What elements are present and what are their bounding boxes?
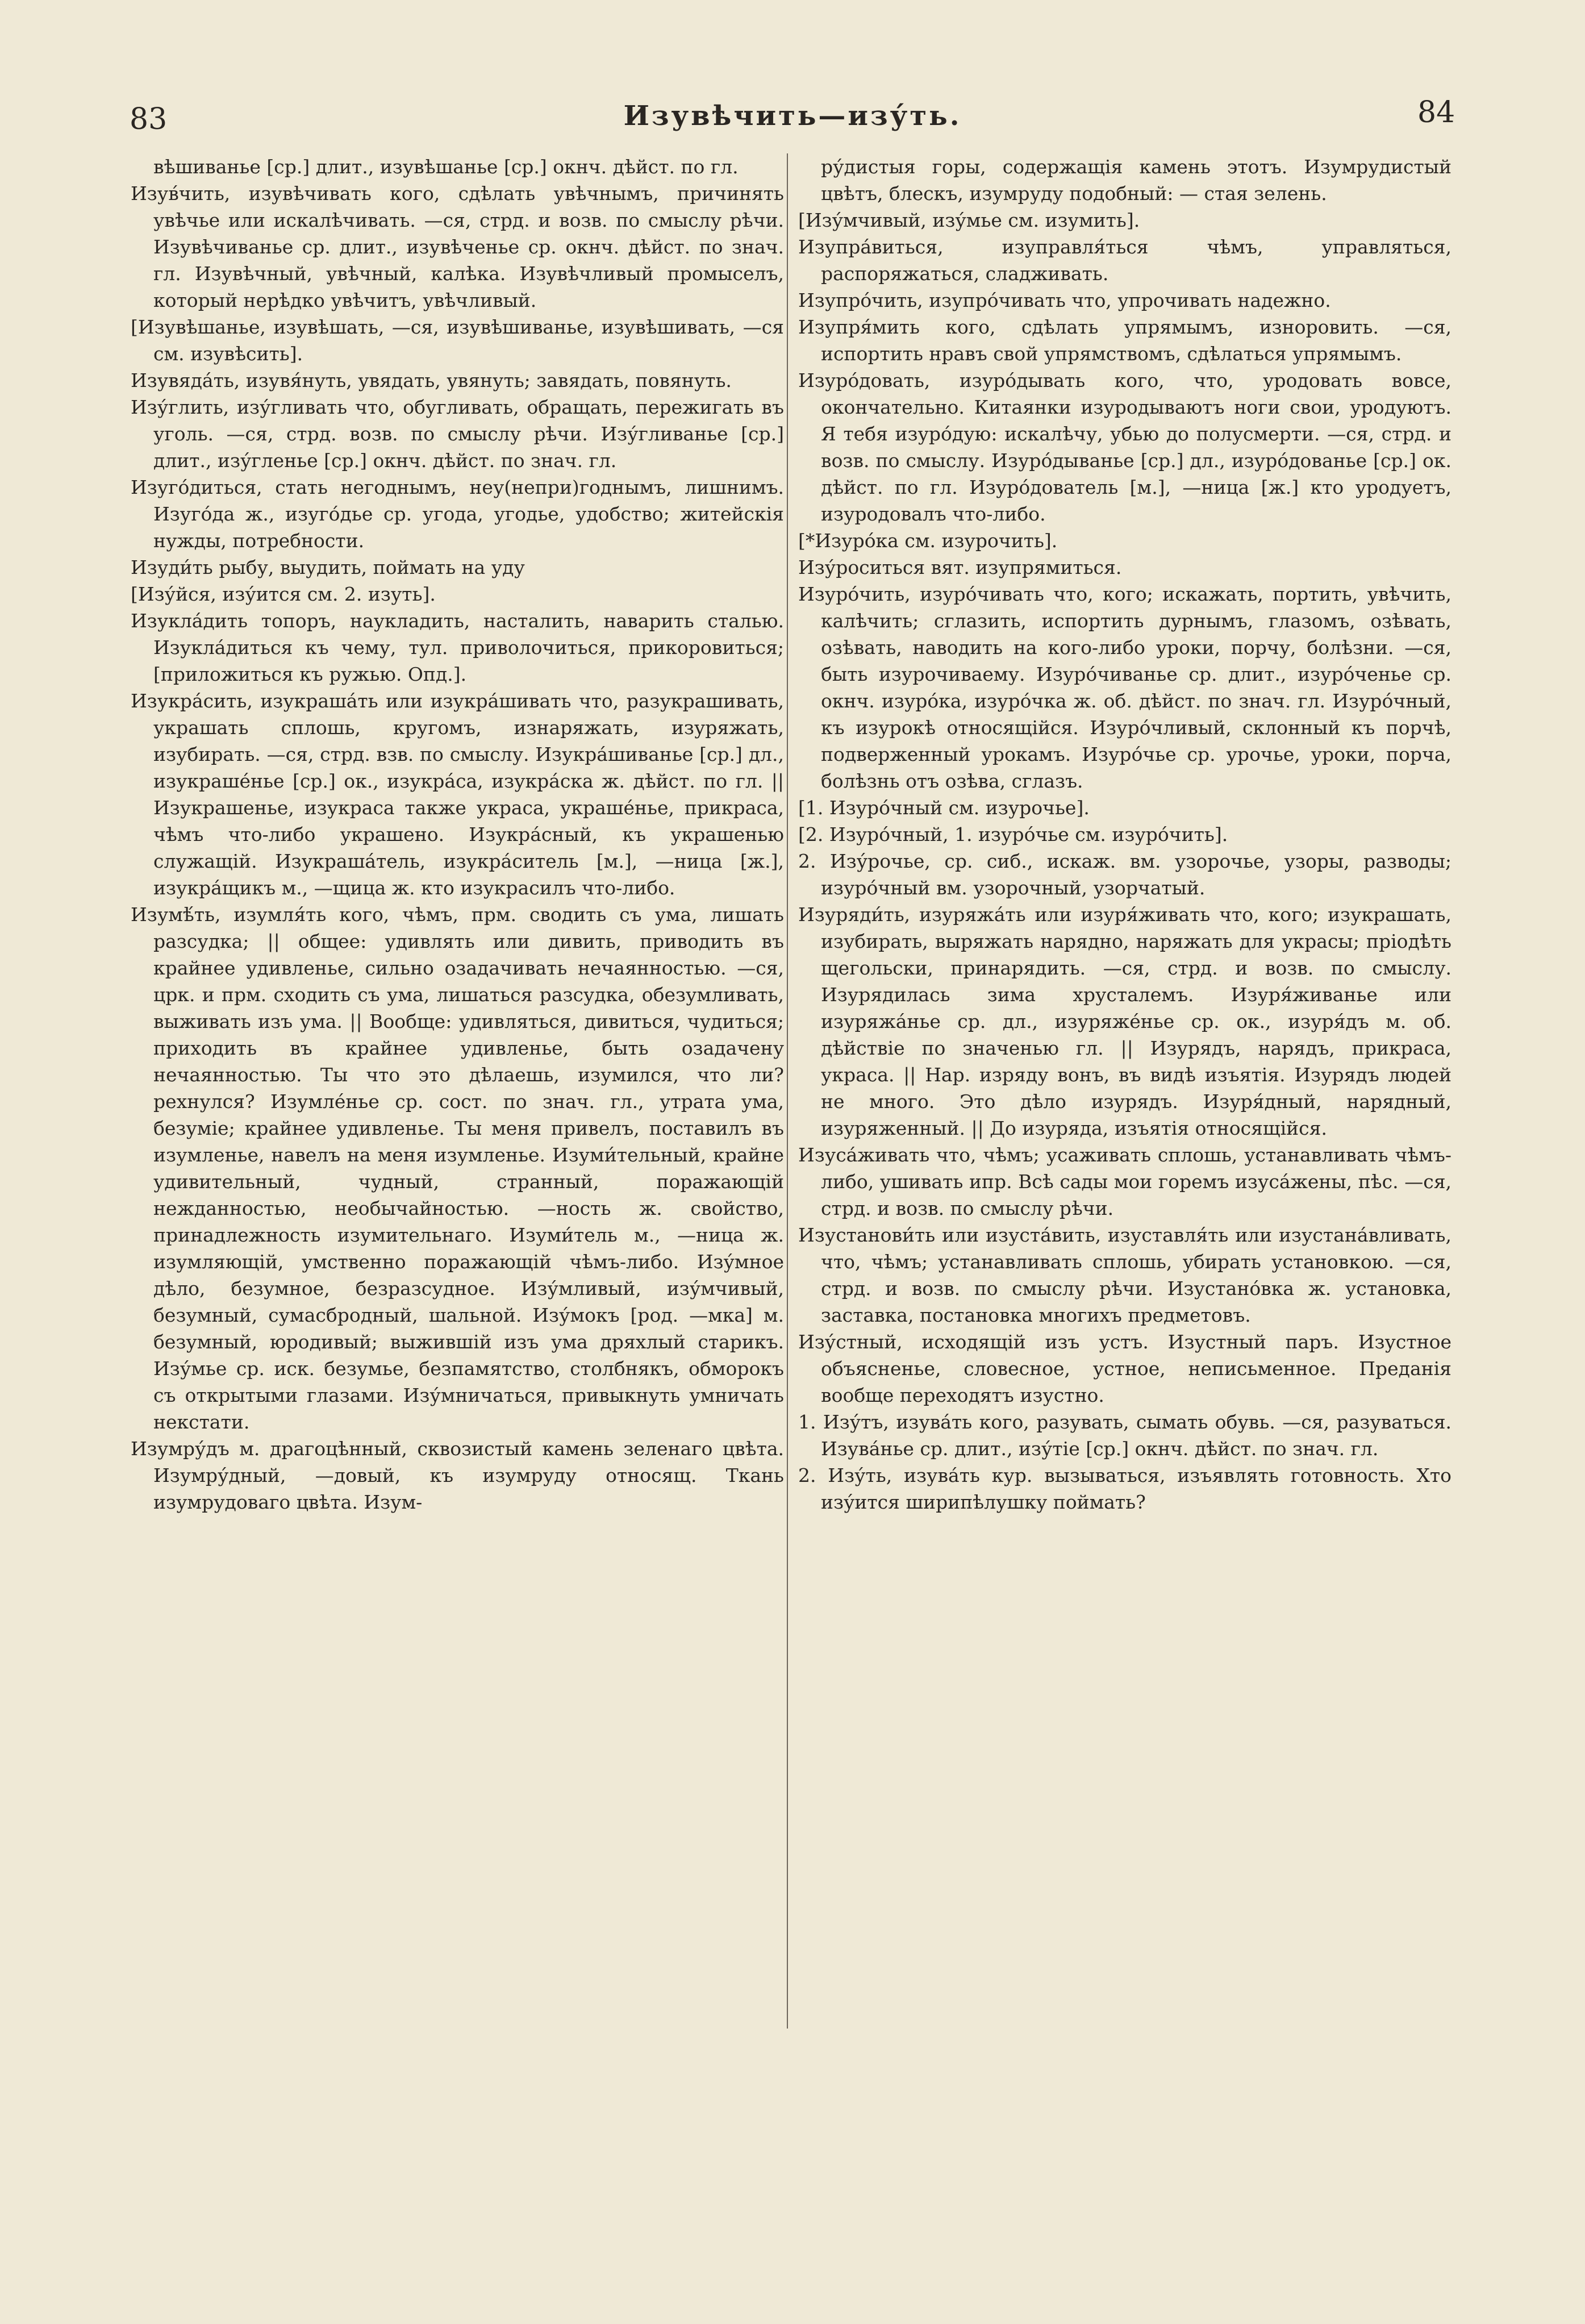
dictionary-entry: Изукла́дить топоръ, наукладить, насталить, наварить сталью. Изукла́диться къ чему, тул. приволочиться, прикоровиться; [приложиться къ ружью. Опд.]. (131, 610, 784, 685)
page-number-right: 84 (1417, 95, 1455, 130)
dictionary-entry: Изувяда́ть, изувя́нуть, увядать, увянуть; завядать, повянуть. (131, 369, 732, 392)
dictionary-entry: Изу́глить, изу́гливать что, обугливать, обращать, пережигать въ уголь. —ся, стрд. возв. по смыслу рѣчи. Изу́гливанье [ср.] длит., изу́гленье [ср.] окнч. дѣйст. по знач. гл. (131, 396, 784, 472)
dictionary-entry: [2. Изуро́чный, 1. изуро́чье см. изуро́чить]. (798, 823, 1228, 846)
dictionary-entry: [Изувѣшанье, изувѣшать, —ся, изувѣшиванье, изувѣшивать, —ся см. изувѣсить]. (131, 316, 784, 365)
dictionary-entry: [1. Изуро́чный см. изурочье]. (798, 797, 1090, 819)
page-header (0, 85, 1585, 136)
dictionary-entry: 2. Изу́рочье, ср. сиб., искаж. вм. узорочье, узоры, разводы; изуро́чный вм. узорочный, узорчатый. (798, 850, 1451, 899)
entry-continuation: вѣшиванье [ср.] длит., изувѣшанье [ср.] окнч. дѣйст. по гл. (153, 156, 739, 178)
dictionary-entry: Изув́чить, изувѣчивать кого, сдѣлать увѣчнымъ, причинять увѣчье или искалѣчивать. —ся, стрд. и возв. по смыслу рѣчи. Изувѣчиванье ср. длит., изувѣченье ср. окнч. дѣйст. по знач. гл. Изувѣчный, увѣчный, калѣка. Изувѣчливый промыселъ, который нерѣдко увѣчитъ, увѣчливый. (131, 182, 784, 311)
dictionary-entry: Изуди́ть рыбу, выудить, поймать на уду (131, 556, 525, 578)
column-divider (787, 153, 788, 2029)
page-number-left: 83 (130, 102, 168, 136)
dictionary-entry: Изу́роситься вят. изупрямиться. (798, 556, 1122, 578)
right-column (798, 153, 1451, 2256)
dictionary-entry: 2. Изу́ть, изува́ть кур. вызываться, изъявлять готовность. Хто изу́ится ширипѣлушку поймать? (798, 1464, 1451, 1513)
dictionary-entry: [Изу́мчивый, изу́мье см. изумить]. (798, 209, 1140, 231)
dictionary-entry: [*Изуро́ка см. изурочить]. (798, 530, 1058, 552)
left-column (131, 153, 784, 2256)
dictionary-entry: Изуро́довать, изуро́дывать кого, что, уродовать вовсе, окончательно. Китаянки изуродываютъ ноги свои, уродуютъ. Я тебя изуро́дую: искалѣчу, убью до полусмерти. —ся, стрд. и возв. по смыслу. Изуро́дыванье [ср.] дл., изуро́дованье [ср.] ок. дѣйст. по гл. Изуро́дователь [м.], —ница [ж.] кто уродуетъ, изуродовалъ что-либо. (798, 369, 1451, 525)
dictionary-entry: Изукра́сить, изукраша́ть или изукра́шивать что, разукрашивать, украшать сплошь, кругомъ, изнаряжать, изуряжать, изубирать. —ся, стрд. взв. по смыслу. Изукра́шиванье [ср.] дл., изукраше́нье [ср.] ок., изукра́са, изукра́ска ж. дѣйст. по гл. || Изукрашенье, изукраса также украса, украше́нье, прикраса, чѣмъ что-либо украшено. Изукра́сный, къ украшенью служащій. Изукраша́тель, изукра́ситель [м.], —ница [ж.], изукра́щикъ м., —щица ж. кто изукрасилъ что-либо. (131, 690, 784, 899)
dictionary-entry: Изуса́живать что, чѣмъ; усаживать сплошь, устанавливать чѣмъ-либо, ушивать ипр. Всѣ сады мои горемъ изуса́жены, пѣс. —ся, стрд. и возв. по смыслу рѣчи. (798, 1144, 1451, 1219)
dictionary-entry: 1. Изу́тъ, изува́ть кого, разувать, сымать обувь. —ся, разуваться. Изува́нье ср. длит., изу́тіе [ср.] окнч. дѣйст. по знач. гл. (798, 1411, 1451, 1460)
dictionary-entry: Изу́стный, исходящій изъ устъ. Изустный паръ. Изустное объясненье, словесное, устное, неписьменное. Преданія вообще переходятъ изустно. (798, 1331, 1451, 1406)
entry-continuation: ру́дистыя горы, содержащія камень этотъ. Изумрудистый цвѣтъ, блескъ, изумруду подобный: — стая зелень. (821, 156, 1451, 205)
dictionary-entry: Изуряди́ть, изуряжа́ть или изуря́живать что, кого; изукрашать, изубирать, выряжать нарядно, наряжать для украсы; пріодѣть щегольски, принарядить. —ся, стрд. и возв. по смыслу. Изурядилась зима хрусталемъ. Изуря́живанье или изуряжа́нье ср. дл., изуряже́нье ср. ок., изуря́дъ м. об. дѣйствіе по значенью гл. || Изурядъ, нарядъ, прикраса, украса. || Нар. изряду вонъ, въ видѣ изъятія. Изурядъ людей не много. Это дѣло изурядъ. Изуря́дный, нарядный, изуряженный. || До изуряда, изъятія относящійся. (798, 903, 1451, 1139)
dictionary-entry: Изустанови́ть или изуста́вить, изуставля́ть или изустана́вливать, что, чѣмъ; устанавливать сплошь, убирать установкою. —ся, стрд. и возв. по смыслу рѣчи. Изустано́вка ж. установка, заставка, постановка многихъ предметовъ. (798, 1224, 1451, 1326)
dictionary-entry: Изуго́диться, стать негоднымъ, неу(непри)годнымъ, лишнимъ. Изуго́да ж., изуго́дье ср. угода, угодье, удобство; житейскія нужды, потребности. (131, 476, 784, 552)
dictionary-entry: Изумру́дъ м. драгоцѣнный, сквозистый камень зеленаго цвѣта. Изумру́дный, —довый, къ изумруду относящ. Ткань изумрудоваго цвѣта. Изум- (131, 1438, 784, 1513)
dictionary-entry: Изупра́виться, изуправля́ться чѣмъ, управляться, распоряжаться, сладживать. (798, 236, 1451, 285)
running-title: Изувѣчить—изу́ть. (623, 100, 962, 132)
dictionary-entry: [Изу́йся, изу́ится см. 2. изуть]. (131, 583, 436, 605)
dictionary-entry: Изупро́чить, изупро́чивать что, упрочивать надежно. (798, 289, 1331, 311)
dictionary-entry: Изумѣ́ть, изумля́ть кого, чѣмъ, прм. сводить съ ума, лишать разсудка; || общее: удивлять или дивить, приводить въ крайнее удивленье, сильно озадачивать нечаянностью. —ся, црк. и прм. сходить съ ума, лишаться разсудка, обезумливать, выживать изъ ума. || Вообще: удивляться, дивиться, чудиться; приходить въ крайнее удивленье, быть озадачену нечаянностью. Ты что это дѣлаешь, изумился, что ли? рехнулся? Изумле́нье ср. сост. по знач. гл., утрата ума, безуміе; крайнее удивленье. Ты меня привелъ, поставилъ въ изумленье, навелъ на меня изумленье. Изуми́тельный, крайне удивительный, чудный, странный, поражающій нежданностью, необычайностью. —ность ж. свойство, принадлежность изумительнаго. Изуми́тель м., —ница ж. изумляющій, умственно поражающій чѣмъ-либо. Изу́мное дѣло, безумное, безразсудное. Изу́мливый, изу́мчивый, безумный, сумасбродный, шальной. Изу́мокъ [род. —мка] м. безумный, юродивый; выжившій изъ ума дряхлый старикъ. Изу́мье ср. иск. безумье, безпамятство, столбнякъ, обморокъ съ открытыми глазами. Изу́мничаться, привыкнуть умничать некстати. (131, 903, 784, 1433)
dictionary-entry: Изупря́мить кого, сдѣлать упрямымъ, изноровить. —ся, испортить нравъ свой упрямствомъ, сдѣлаться упрямымъ. (798, 316, 1451, 365)
dictionary-entry: Изуро́чить, изуро́чивать что, кого; искажать, портить, увѣчить, калѣчить; сглазить, испортить дурнымъ, глазомъ, озѣвать, озѣвать, наводить на кого-либо уроки, порчу, болѣзни. —ся, быть изурочиваему. Изуро́чиванье ср. длит., изуро́ченье ср. окнч. изуро́ка, изуро́чка ж. об. дѣйст. по знач. гл. Изуро́чный, къ изурокѣ относящійся. Изуро́чливый, склонный къ порчѣ, подверженный урокамъ. Изуро́чье ср. урочье, уроки, порча, болѣзнь отъ озѣва, сглазъ. (798, 583, 1451, 792)
